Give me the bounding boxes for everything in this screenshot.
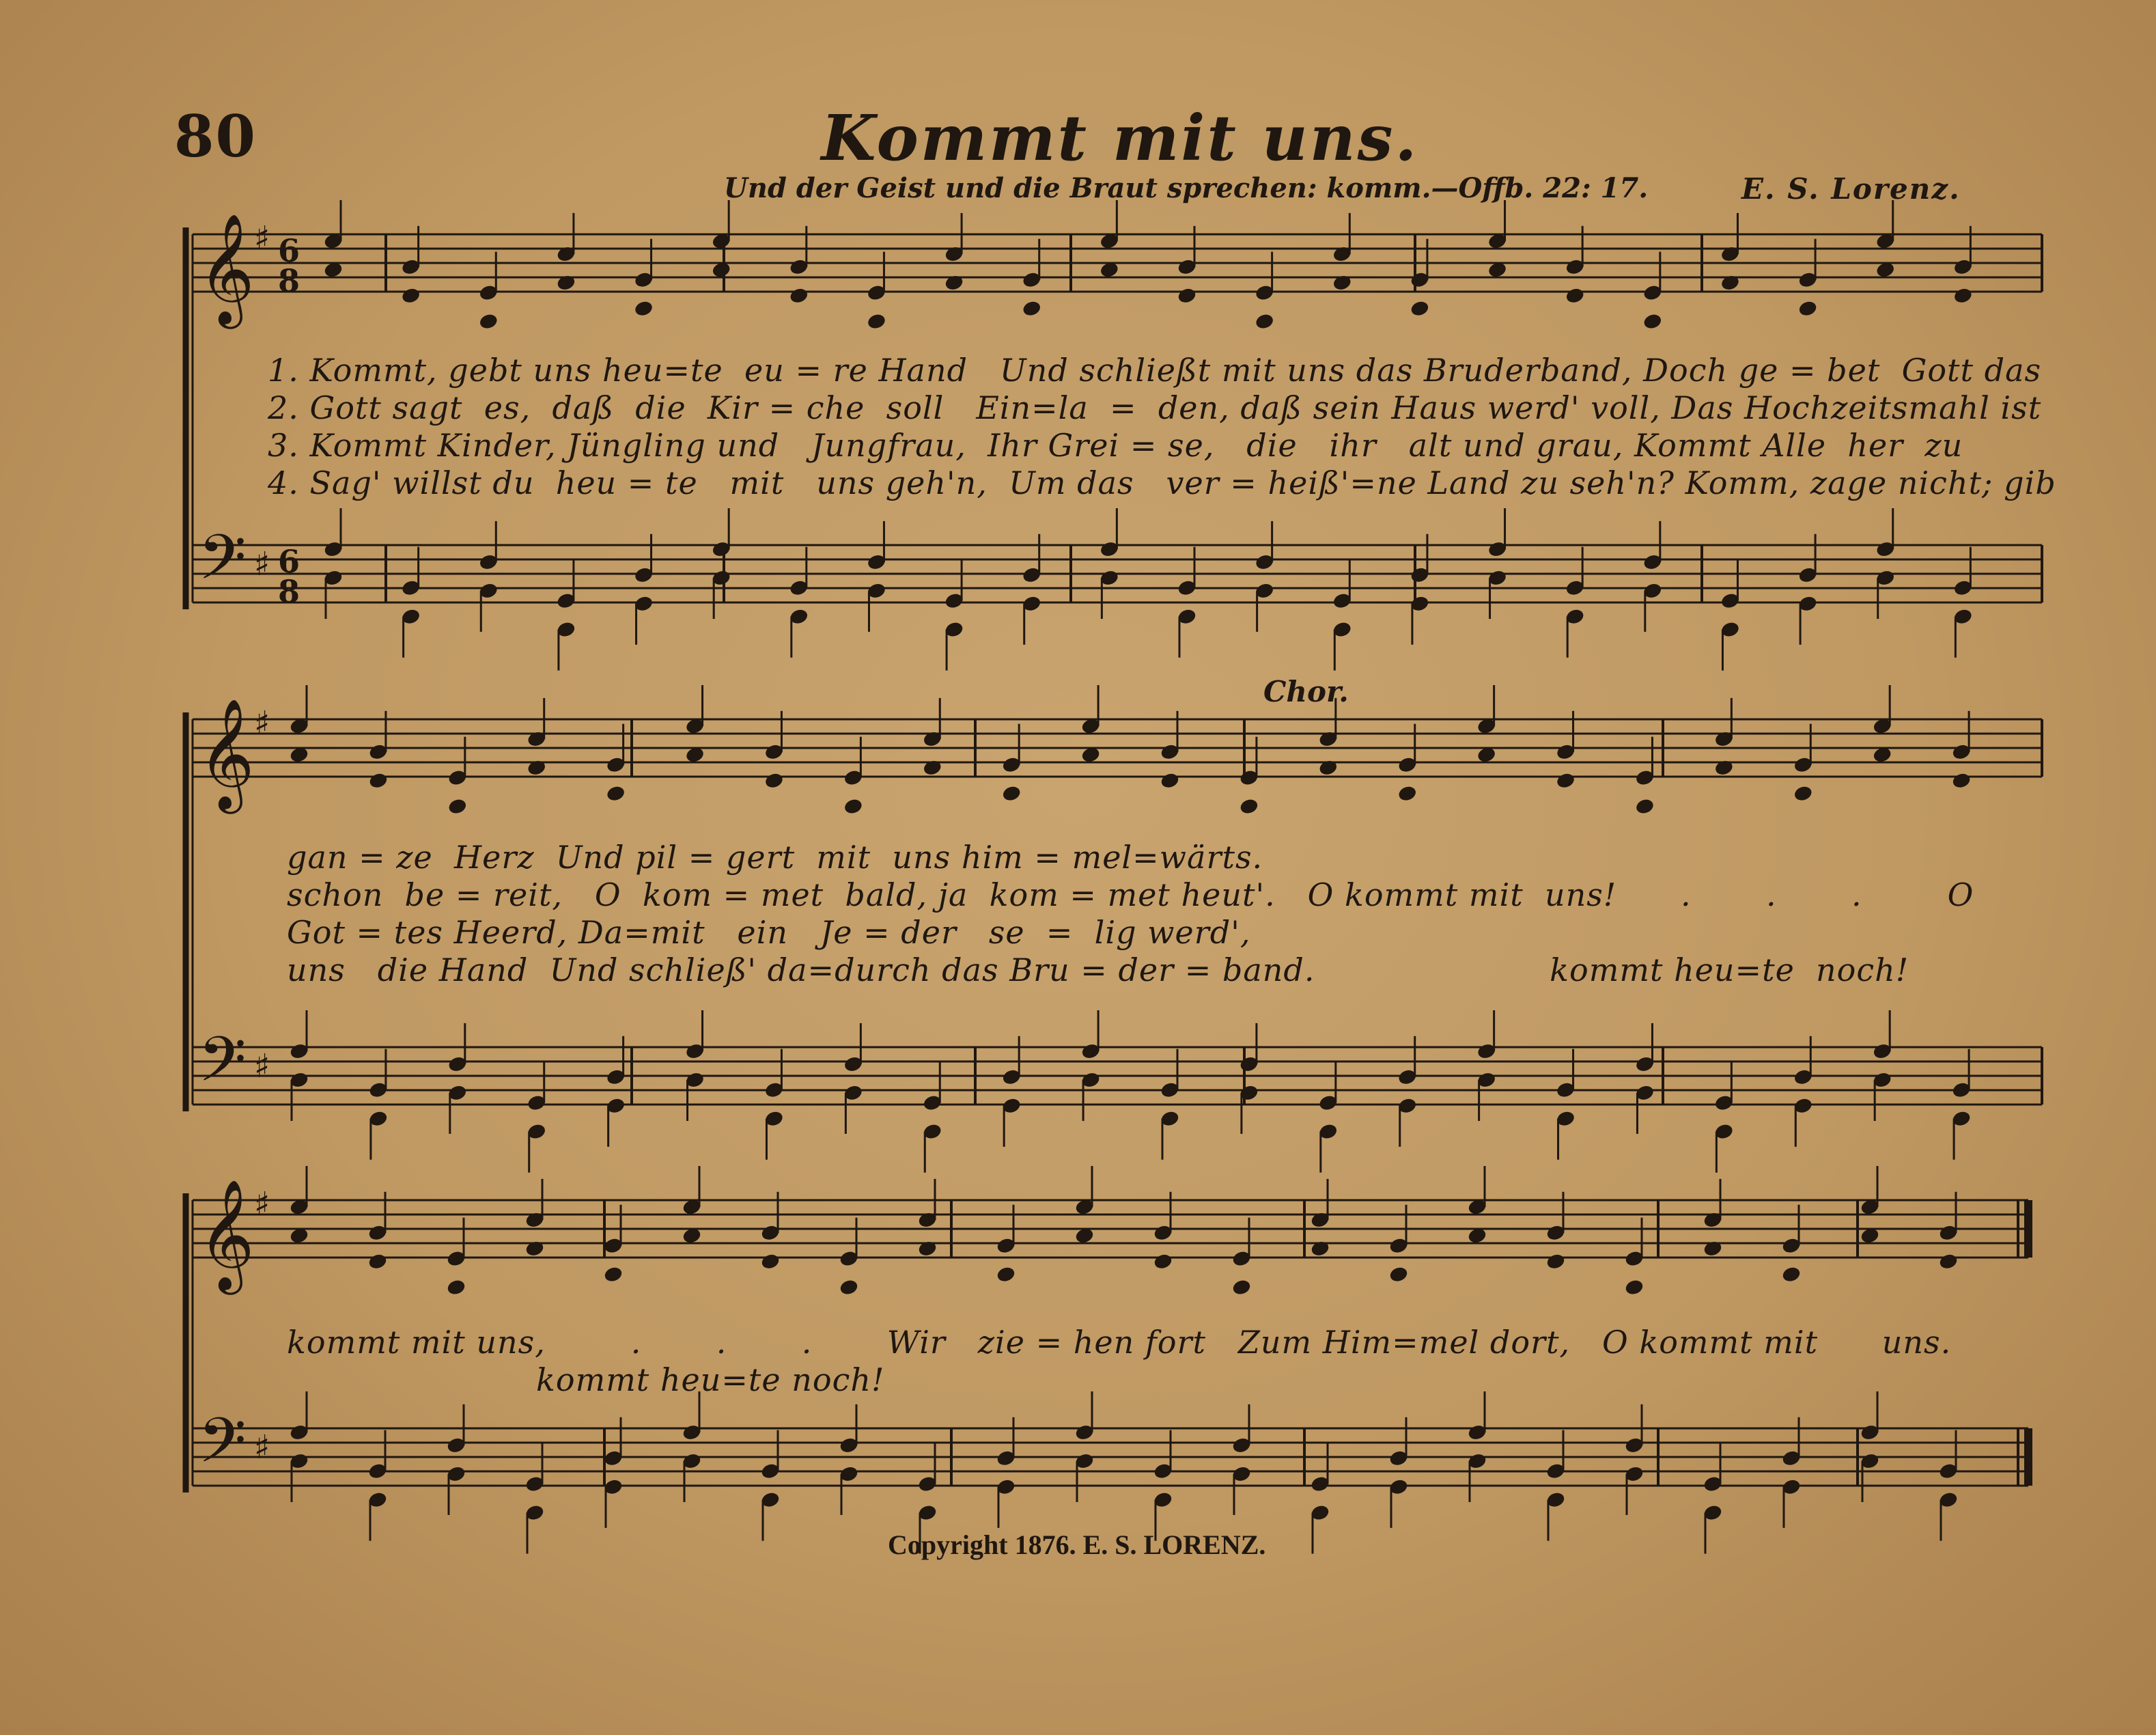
lyric-s2-verse2: schon be = reit, O kom = met bald, ja kom = met heut'. O kommt mit uns! . . . O bbox=[287, 876, 1974, 913]
svg-text:𝄞: 𝄞 bbox=[198, 698, 255, 809]
copyright-notice: Copyright 1876. E. S. LORENZ. bbox=[888, 1529, 1266, 1560]
lyric-s1-verse2: 2. Gott sagt es, daß die Kir = che soll Ein=la = den, daß sein Haus werd' voll, Das Hochzeitsmahl ist bbox=[268, 389, 2042, 426]
lyric-s3-verse1: kommt mit uns, . . . Wir zie = hen fort Zum Him=mel dort, O kommt mit uns. bbox=[287, 1324, 1952, 1361]
svg-text:𝄢: 𝄢 bbox=[198, 1023, 247, 1111]
svg-text:8: 8 bbox=[278, 573, 300, 610]
lyric-s2-verse1: gan = ze Herz Und pil = gert mit uns him = mel=wärts. bbox=[287, 839, 1263, 876]
lyric-s3-verse2: kommt heu=te noch! bbox=[536, 1361, 885, 1398]
svg-text:𝄞: 𝄞 bbox=[198, 213, 255, 324]
svg-text:𝄞: 𝄞 bbox=[198, 1179, 255, 1290]
lyric-s1-verse1: 1. Kommt, gebt uns heu=te eu = re Hand Und schließt mit uns das Bruderband, Doch ge = bet Gott das bbox=[268, 352, 2042, 389]
lyric-s2-verse3: Got = tes Heerd, Da=mit ein Je = der se = lig werd', bbox=[287, 914, 1251, 951]
svg-text:6: 6 bbox=[278, 543, 300, 580]
lyric-s1-verse4: 4. Sag' willst du heu = te mit uns geh'n, Um das ver = heiß'=ne Land zu seh'n? Komm, zage nicht; gib bbox=[268, 464, 2056, 501]
svg-text:♯: ♯ bbox=[254, 219, 270, 258]
svg-text:♯: ♯ bbox=[254, 1428, 270, 1467]
svg-text:6: 6 bbox=[278, 232, 300, 269]
hymn-title: Kommt mit uns. bbox=[821, 101, 1419, 175]
svg-text:♯: ♯ bbox=[254, 704, 270, 742]
svg-text:♯: ♯ bbox=[254, 1047, 270, 1085]
lyric-s2-verse4: uns die Hand Und schließ' da=durch das Bru = der = band. kommt heu=te noch! bbox=[287, 952, 1909, 988]
svg-text:8: 8 bbox=[278, 262, 300, 299]
svg-text:♯: ♯ bbox=[254, 1185, 270, 1223]
scripture-reference: Und der Geist und die Braut sprechen: komm.—Offb. 22: 17. bbox=[724, 172, 1649, 204]
lyric-s1-verse3: 3. Kommt Kinder, Jüngling und Jungfrau, Ihr Grei = se, die ihr alt und grau, Kommt Alle her zu bbox=[268, 427, 1963, 464]
svg-text:♯: ♯ bbox=[254, 545, 270, 583]
svg-text:𝄢: 𝄢 bbox=[198, 521, 247, 609]
composer-credit: E. S. Lorenz. bbox=[1741, 172, 1961, 206]
chorus-label: Chor. bbox=[1263, 675, 1349, 708]
svg-text:𝄢: 𝄢 bbox=[198, 1404, 247, 1492]
page-number: 80 bbox=[174, 102, 257, 170]
